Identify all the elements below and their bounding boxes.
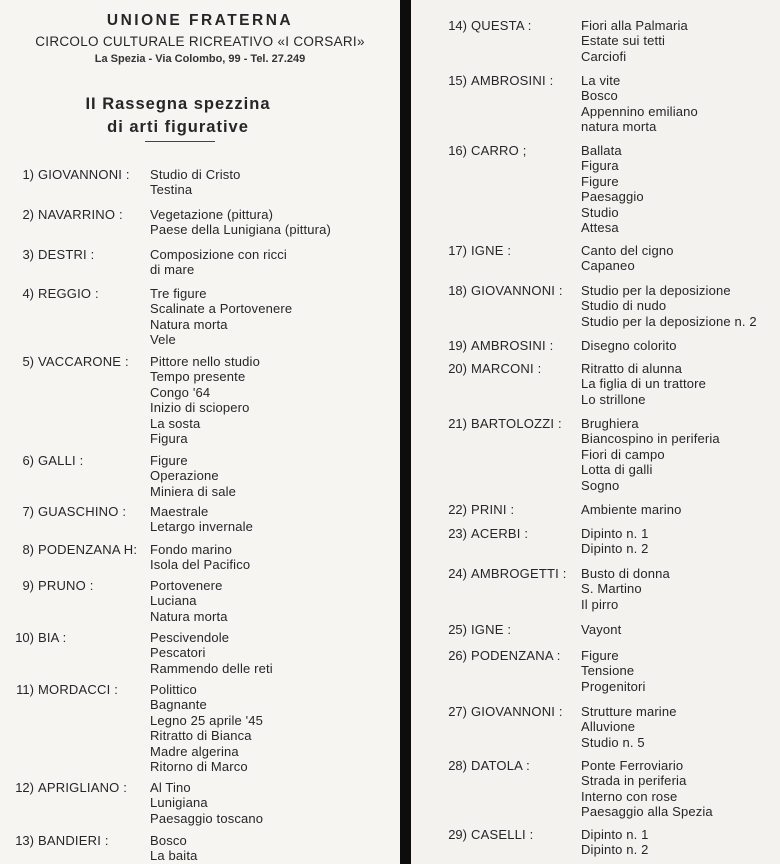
artist-name: GIOVANNONI : <box>471 704 563 719</box>
artist-name: AMBROSINI : <box>471 338 554 353</box>
artwork-title: Studio di Cristo <box>150 167 241 182</box>
entry-number: 21) <box>448 416 467 431</box>
artwork-title: Rammendo delle reti <box>150 660 273 676</box>
artwork-title: Luciana <box>150 593 197 609</box>
artist-name: APRIGLIANO : <box>38 780 128 795</box>
artwork-title: Dipinto n. 2 <box>581 842 649 858</box>
entry-number: 26) <box>448 648 467 663</box>
artwork-title: Lo strillone <box>581 391 646 407</box>
artist-name: QUESTA : <box>471 18 532 33</box>
artwork-list <box>150 247 287 278</box>
artwork-list <box>150 542 250 573</box>
artwork-title: Alluvione <box>581 719 636 735</box>
artwork-list <box>150 504 253 535</box>
artwork-title: Studio n. 5 <box>581 734 645 750</box>
artwork-title: natura morta <box>581 119 657 135</box>
artist-name: AMBROGETTI : <box>471 566 567 581</box>
artwork-title: Testina <box>150 182 193 198</box>
entry-number: 13) <box>15 833 34 848</box>
artist-name: CARRO ; <box>471 143 527 158</box>
entry-number: 4) <box>22 286 34 301</box>
artwork-list <box>581 704 677 750</box>
artwork-title: Attesa <box>581 220 619 236</box>
entry-number: 14) <box>448 18 467 33</box>
artist-name: ACERBI : <box>471 526 529 541</box>
entry-number: 5) <box>22 354 34 369</box>
artwork-list <box>581 338 677 353</box>
artwork-title: Fondo marino <box>150 542 233 557</box>
artwork-list <box>581 143 644 235</box>
artwork-title: Brughiera <box>581 416 639 431</box>
artwork-title: Isola del Pacifico <box>150 557 251 573</box>
entry-number: 3) <box>22 247 34 262</box>
artist-name: PRINI : <box>471 502 515 517</box>
artwork-title: Natura morta <box>150 316 228 332</box>
artwork-title: Studio per la deposizione n. 2 <box>581 313 757 329</box>
artwork-list <box>581 283 757 329</box>
artwork-title: La vite <box>581 73 621 88</box>
exhibition-title-line-2: di arti figurative <box>107 118 249 136</box>
artist-name: GIOVANNONI : <box>38 167 130 182</box>
artwork-title: Carciofi <box>581 48 627 64</box>
artwork-title: Appennino emiliano <box>581 103 698 119</box>
artwork-title: Busto di donna <box>581 566 670 581</box>
entry-number: 1) <box>22 167 34 182</box>
artist-name: PODENZANA H: <box>38 542 138 557</box>
artwork-title: Studio di nudo <box>581 298 667 314</box>
artist-name: MARCONI : <box>471 361 542 376</box>
artwork-title: Sogno <box>581 477 620 493</box>
artwork-title: Ballata <box>581 143 622 158</box>
artwork-title: Figure <box>150 453 188 468</box>
artist-name: GIOVANNONI : <box>471 283 563 298</box>
artwork-title: di mare <box>150 262 195 278</box>
artwork-title: Vegetazione (pittura) <box>150 207 274 222</box>
page-divider <box>400 0 411 864</box>
artist-name: PRUNO : <box>38 578 94 593</box>
entry-number: 17) <box>448 243 467 258</box>
artist-name: REGGIO : <box>38 286 99 301</box>
entry-number: 11) <box>16 682 34 697</box>
right-page <box>411 0 780 864</box>
artwork-title: Studio <box>581 204 619 220</box>
artist-name: GUASCHINO : <box>38 504 127 519</box>
artwork-list <box>150 453 236 499</box>
artwork-title: Al Tino <box>150 780 191 795</box>
artist-name: IGNE : <box>471 243 512 258</box>
artwork-title: Ritratto di alunna <box>581 361 682 376</box>
entry-number: 8) <box>22 542 34 557</box>
entry-number: 12) <box>15 780 34 795</box>
entry-number: 2) <box>22 207 34 222</box>
artwork-title: Madre algerina <box>150 743 239 759</box>
entry-number: 18) <box>448 283 467 298</box>
artist-name: VACCARONE : <box>38 354 129 369</box>
artwork-list <box>581 361 706 407</box>
artwork-title: Figure <box>581 173 619 189</box>
artwork-title: Pescivendole <box>150 630 230 645</box>
artwork-title: Ritratto di Bianca <box>150 728 252 744</box>
artist-name: BARTOLOZZI : <box>471 416 562 431</box>
artwork-title: Tre figure <box>150 286 207 301</box>
artist-name: CASELLI : <box>471 827 534 842</box>
artwork-title: Tensione <box>581 663 635 679</box>
artist-name: NAVARRINO : <box>38 207 123 222</box>
artwork-title: Miniera di sale <box>150 483 237 499</box>
artwork-title: Inizio di sciopero <box>150 400 250 416</box>
artwork-list <box>581 526 649 557</box>
artwork-list <box>581 18 688 64</box>
artwork-list <box>150 207 331 238</box>
entry-number: 27) <box>448 704 467 719</box>
artwork-title: Studio per la deposizione <box>581 283 731 298</box>
artist-name: DESTRI : <box>38 247 95 262</box>
artwork-title: La baita <box>150 848 198 864</box>
artwork-title: Composizione con ricci <box>150 247 287 262</box>
artist-name: BANDIERI : <box>38 833 109 848</box>
artwork-title: Vayont <box>581 622 622 637</box>
artwork-title: Figura <box>581 158 619 174</box>
entry-number: 22) <box>448 502 467 517</box>
entry-number: 19) <box>448 338 467 353</box>
entry-number: 23) <box>448 526 467 541</box>
artwork-title: Polittico <box>150 682 197 697</box>
artwork-title: Dipinto n. 2 <box>581 541 649 557</box>
artist-name: PODENZANA : <box>471 648 561 663</box>
artwork-list <box>150 578 228 624</box>
entry-number: 28) <box>448 758 467 773</box>
artwork-title: Operazione <box>150 468 219 484</box>
entry-number: 6) <box>22 453 34 468</box>
entry-number: 15) <box>448 73 467 88</box>
artist-name: AMBROSINI : <box>471 73 554 88</box>
artist-name: BIA : <box>38 630 67 645</box>
artwork-title: Ponte Ferroviario <box>581 758 684 773</box>
artwork-list <box>581 827 649 858</box>
club-name: CIRCOLO CULTURALE RICREATIVO «I CORSARI» <box>35 34 365 49</box>
artwork-title: Paesaggio <box>581 189 644 205</box>
artwork-title: Strutture marine <box>581 704 677 719</box>
artwork-list <box>581 73 698 135</box>
title-underline <box>145 141 215 142</box>
artwork-list <box>581 758 713 820</box>
entry-number: 16) <box>448 143 467 158</box>
artwork-title: Fiori di campo <box>581 446 665 462</box>
artist-name: MORDACCI : <box>38 682 118 697</box>
artist-name: DATOLA : <box>471 758 530 773</box>
artwork-title: Figura <box>150 431 188 447</box>
club-address: La Spezia - Via Colombo, 99 - Tel. 27.249 <box>94 53 306 65</box>
entry-number: 10) <box>15 630 34 645</box>
artwork-title: Legno 25 aprile '45 <box>150 712 264 728</box>
entry-number: 9) <box>22 578 34 593</box>
artwork-title: Paesaggio toscano <box>150 810 264 826</box>
artwork-list <box>150 682 263 774</box>
artwork-title: Ambiente marino <box>581 502 682 517</box>
artwork-list <box>581 622 621 637</box>
artwork-title: Bosco <box>150 833 187 848</box>
artwork-list <box>150 167 241 198</box>
entry-number: 7) <box>22 504 34 519</box>
artwork-title: La figlia di un trattore <box>581 376 707 392</box>
entry-number: 20) <box>448 361 467 376</box>
entry-number: 25) <box>448 622 467 637</box>
artwork-title: Natura morta <box>150 608 228 624</box>
entry-number: 24) <box>448 566 467 581</box>
exhibition-title-line-1: II Rassegna spezzina <box>85 95 271 113</box>
artwork-title: Bosco <box>581 88 618 104</box>
artwork-title: Figure <box>581 648 619 663</box>
artwork-title: Disegno colorito <box>581 338 677 353</box>
artwork-title: Progenitori <box>581 678 646 694</box>
artwork-title: Congo '64 <box>150 384 211 400</box>
artwork-title: Tempo presente <box>150 369 246 385</box>
artwork-list <box>150 630 273 676</box>
artwork-title: Fiori alla Palmaria <box>581 18 688 33</box>
artwork-title: S. Martino <box>581 581 642 597</box>
artwork-title: La sosta <box>150 415 201 431</box>
artwork-title: Ritorno di Marco <box>150 759 248 775</box>
artwork-title: Pittore nello studio <box>150 354 260 369</box>
artwork-list <box>150 833 197 864</box>
artist-name: GALLI : <box>38 453 84 468</box>
artwork-title: Portovenere <box>150 578 223 593</box>
artwork-title: Vele <box>150 332 176 348</box>
artwork-title: Letargo invernale <box>150 519 254 535</box>
artwork-title: Estate sui tetti <box>581 33 666 49</box>
artwork-title: Scalinate a Portovenere <box>150 301 293 317</box>
artwork-title: Capaneo <box>581 258 635 274</box>
artwork-title: Interno con rose <box>581 788 678 804</box>
artwork-title: Lunigiana <box>150 795 208 811</box>
artwork-title: Biancospino in periferia <box>581 431 720 447</box>
artwork-title: Bagnante <box>150 697 207 713</box>
artwork-list <box>581 648 646 694</box>
artwork-title: Pescatori <box>150 645 206 661</box>
artwork-title: Paesaggio alla Spezia <box>581 804 713 820</box>
entry-number: 29) <box>448 827 467 842</box>
artwork-list <box>581 416 720 493</box>
artwork-list <box>581 502 682 517</box>
artwork-title: Lotta di galli <box>581 462 653 478</box>
artist-name: IGNE : <box>471 622 512 637</box>
artwork-list <box>150 780 263 826</box>
artwork-list <box>581 566 670 612</box>
artwork-list <box>150 354 260 446</box>
org-name: UNIONE FRATERNA <box>106 12 294 29</box>
artwork-title: Strada in periferia <box>581 773 687 789</box>
artwork-title: Maestrale <box>150 504 209 519</box>
artwork-list <box>581 243 674 274</box>
artwork-list <box>150 286 292 348</box>
artwork-title: Dipinto n. 1 <box>581 526 649 541</box>
artwork-title: Il pirro <box>581 596 619 612</box>
artwork-title: Paese della Lunigiana (pittura) <box>150 222 331 238</box>
artwork-title: Canto del cigno <box>581 243 674 258</box>
artwork-title: Dipinto n. 1 <box>581 827 649 842</box>
